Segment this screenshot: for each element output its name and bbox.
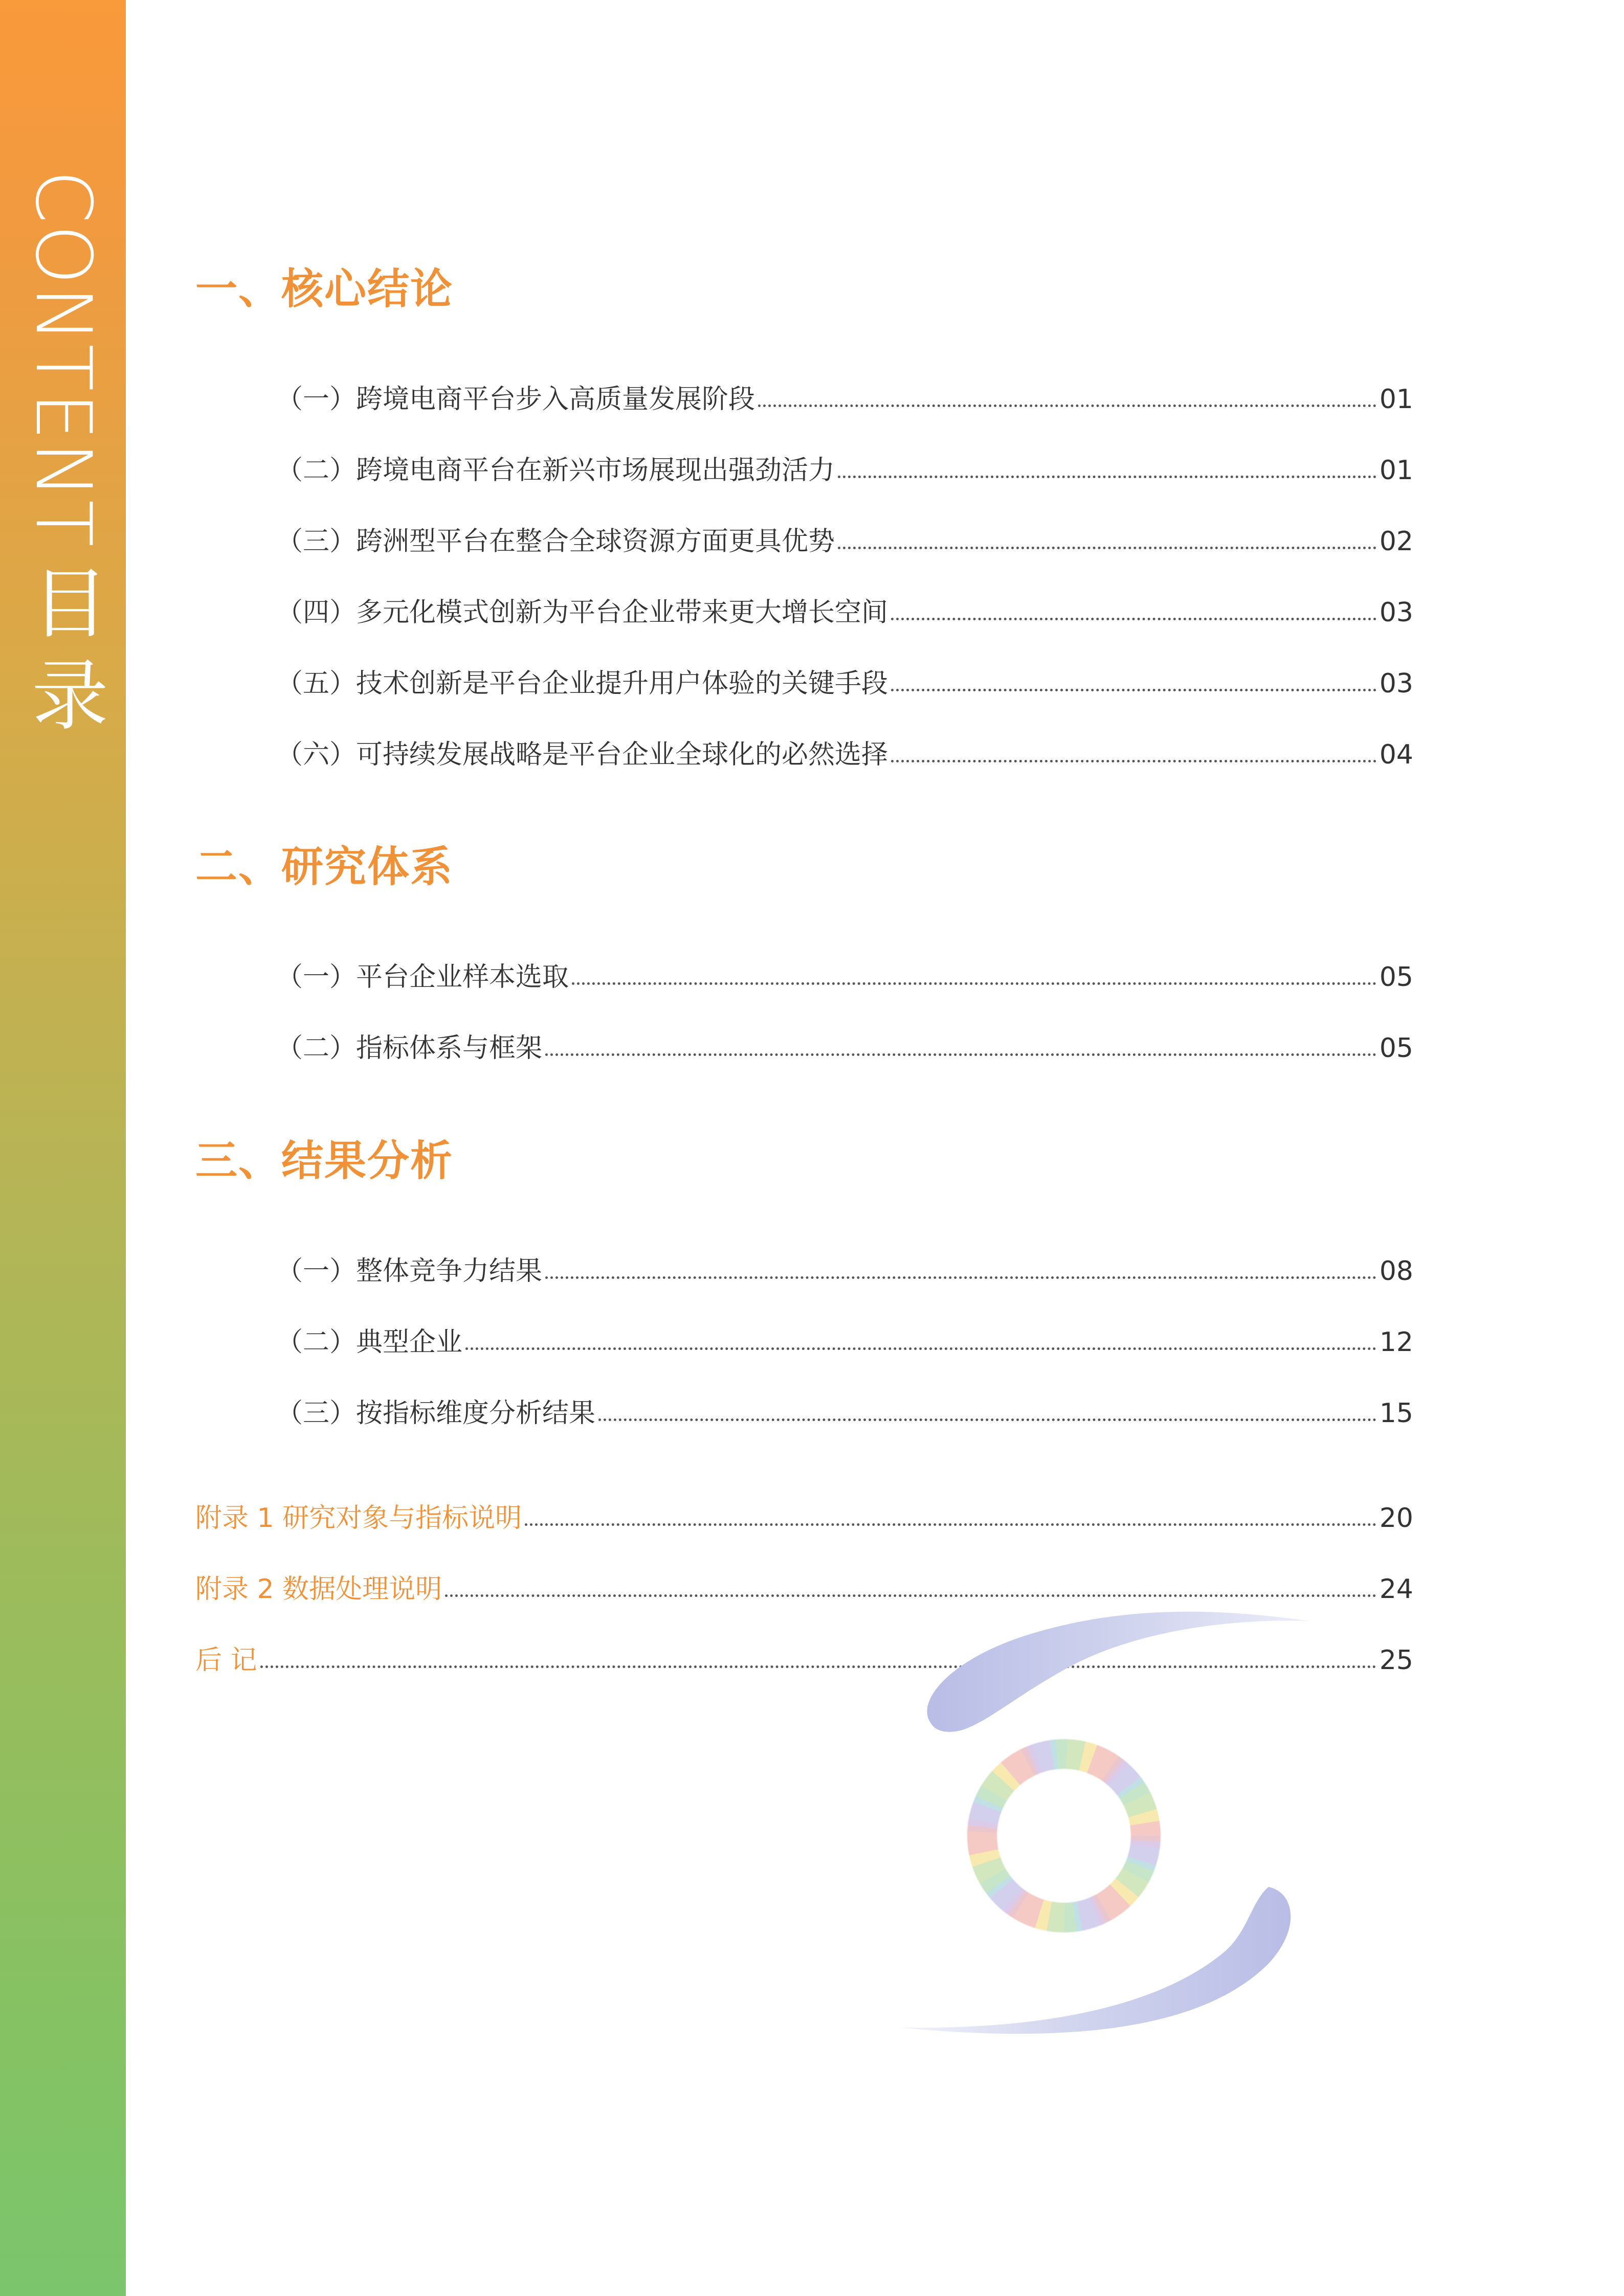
toc-item[interactable] — [276, 729, 1413, 770]
toc-item-label: （一）跨境电商平台步入高质量发展阶段 — [276, 384, 755, 415]
section-title-conclusions: 一、核心结论 — [195, 265, 454, 313]
toc-item-page: 12 — [1379, 1326, 1413, 1358]
toc-item-page: 20 — [1379, 1502, 1413, 1534]
toc-item-label: （四）多元化模式创新为平台企业带来更大增长空间 — [276, 597, 888, 628]
toc-item-page: 03 — [1379, 597, 1413, 628]
toc-item-page: 05 — [1379, 1032, 1413, 1064]
dot-leader — [891, 760, 1376, 762]
toc-item-page: 04 — [1379, 739, 1413, 770]
toc-item[interactable] — [276, 1022, 1413, 1063]
toc-item[interactable] — [276, 658, 1413, 699]
toc-item-label: （六）可持续发展战略是平台企业全球化的必然选择 — [276, 739, 888, 770]
dot-leader — [545, 1053, 1376, 1056]
toc-appendix-item[interactable] — [195, 1492, 1413, 1533]
toc-item[interactable] — [276, 1316, 1413, 1357]
toc-item-label: 附录 2 数据处理说明 — [195, 1573, 442, 1605]
toc-item-page: 24 — [1379, 1573, 1413, 1605]
toc-item-label: （二）典型企业 — [276, 1326, 463, 1358]
toc-item-label: （二）跨境电商平台在新兴市场展现出强劲活力 — [276, 455, 835, 486]
dot-leader — [758, 404, 1376, 407]
dot-leader — [465, 1347, 1376, 1350]
toc-item-page: 25 — [1379, 1645, 1413, 1676]
section-title-results: 三、结果分析 — [195, 1137, 454, 1185]
section-title-research-system: 二、研究体系 — [195, 843, 454, 891]
toc-item-label: 后 记 — [195, 1645, 257, 1676]
toc-item-label: （二）指标体系与框架 — [276, 1032, 543, 1064]
toc-item-label: （一）平台企业样本选取 — [276, 961, 569, 993]
toc-item-page: 05 — [1379, 961, 1413, 993]
dot-leader — [891, 618, 1376, 620]
toc-item-page: 02 — [1379, 526, 1413, 557]
top-swoosh — [927, 1612, 1310, 1732]
toc-item-label: （五）技术创新是平台企业提升用户体验的关键手段 — [276, 668, 888, 699]
dot-leader — [545, 1276, 1376, 1279]
toc-item[interactable] — [276, 951, 1413, 992]
dot-leader — [891, 689, 1376, 691]
toc-item-page: 08 — [1379, 1255, 1413, 1287]
dot-leader — [572, 982, 1376, 985]
dot-leader — [525, 1523, 1376, 1526]
sidebar-heading-cn: 目录 — [18, 563, 107, 748]
toc-item[interactable] — [276, 515, 1413, 556]
toc-item-label: （一）整体竞争力结果 — [276, 1255, 543, 1287]
toc-item-page: 01 — [1379, 384, 1413, 415]
globe-ring-logo-icon — [870, 1595, 1309, 2056]
toc-item-label: （三）按指标维度分析结果 — [276, 1398, 596, 1429]
sidebar-heading-en: CONTENT — [18, 170, 107, 548]
toc-item[interactable] — [276, 587, 1413, 627]
toc-item[interactable] — [276, 1245, 1413, 1286]
toc-item[interactable] — [276, 373, 1413, 414]
toc-item-page: 03 — [1379, 668, 1413, 699]
toc-item[interactable] — [276, 1387, 1413, 1428]
toc-item-page: 15 — [1379, 1398, 1413, 1429]
sidebar-band — [0, 0, 126, 2296]
toc-item-label: 附录 1 研究对象与指标说明 — [195, 1502, 522, 1534]
dot-leader — [598, 1419, 1376, 1421]
dot-leader — [838, 476, 1376, 478]
color-ring — [967, 1739, 1161, 1933]
toc-item-page: 01 — [1379, 455, 1413, 486]
sidebar-heading — [18, 170, 107, 748]
toc-item-label: （三）跨洲型平台在整合全球资源方面更具优势 — [276, 526, 835, 557]
dot-leader — [838, 547, 1376, 549]
toc-item[interactable] — [276, 444, 1413, 485]
